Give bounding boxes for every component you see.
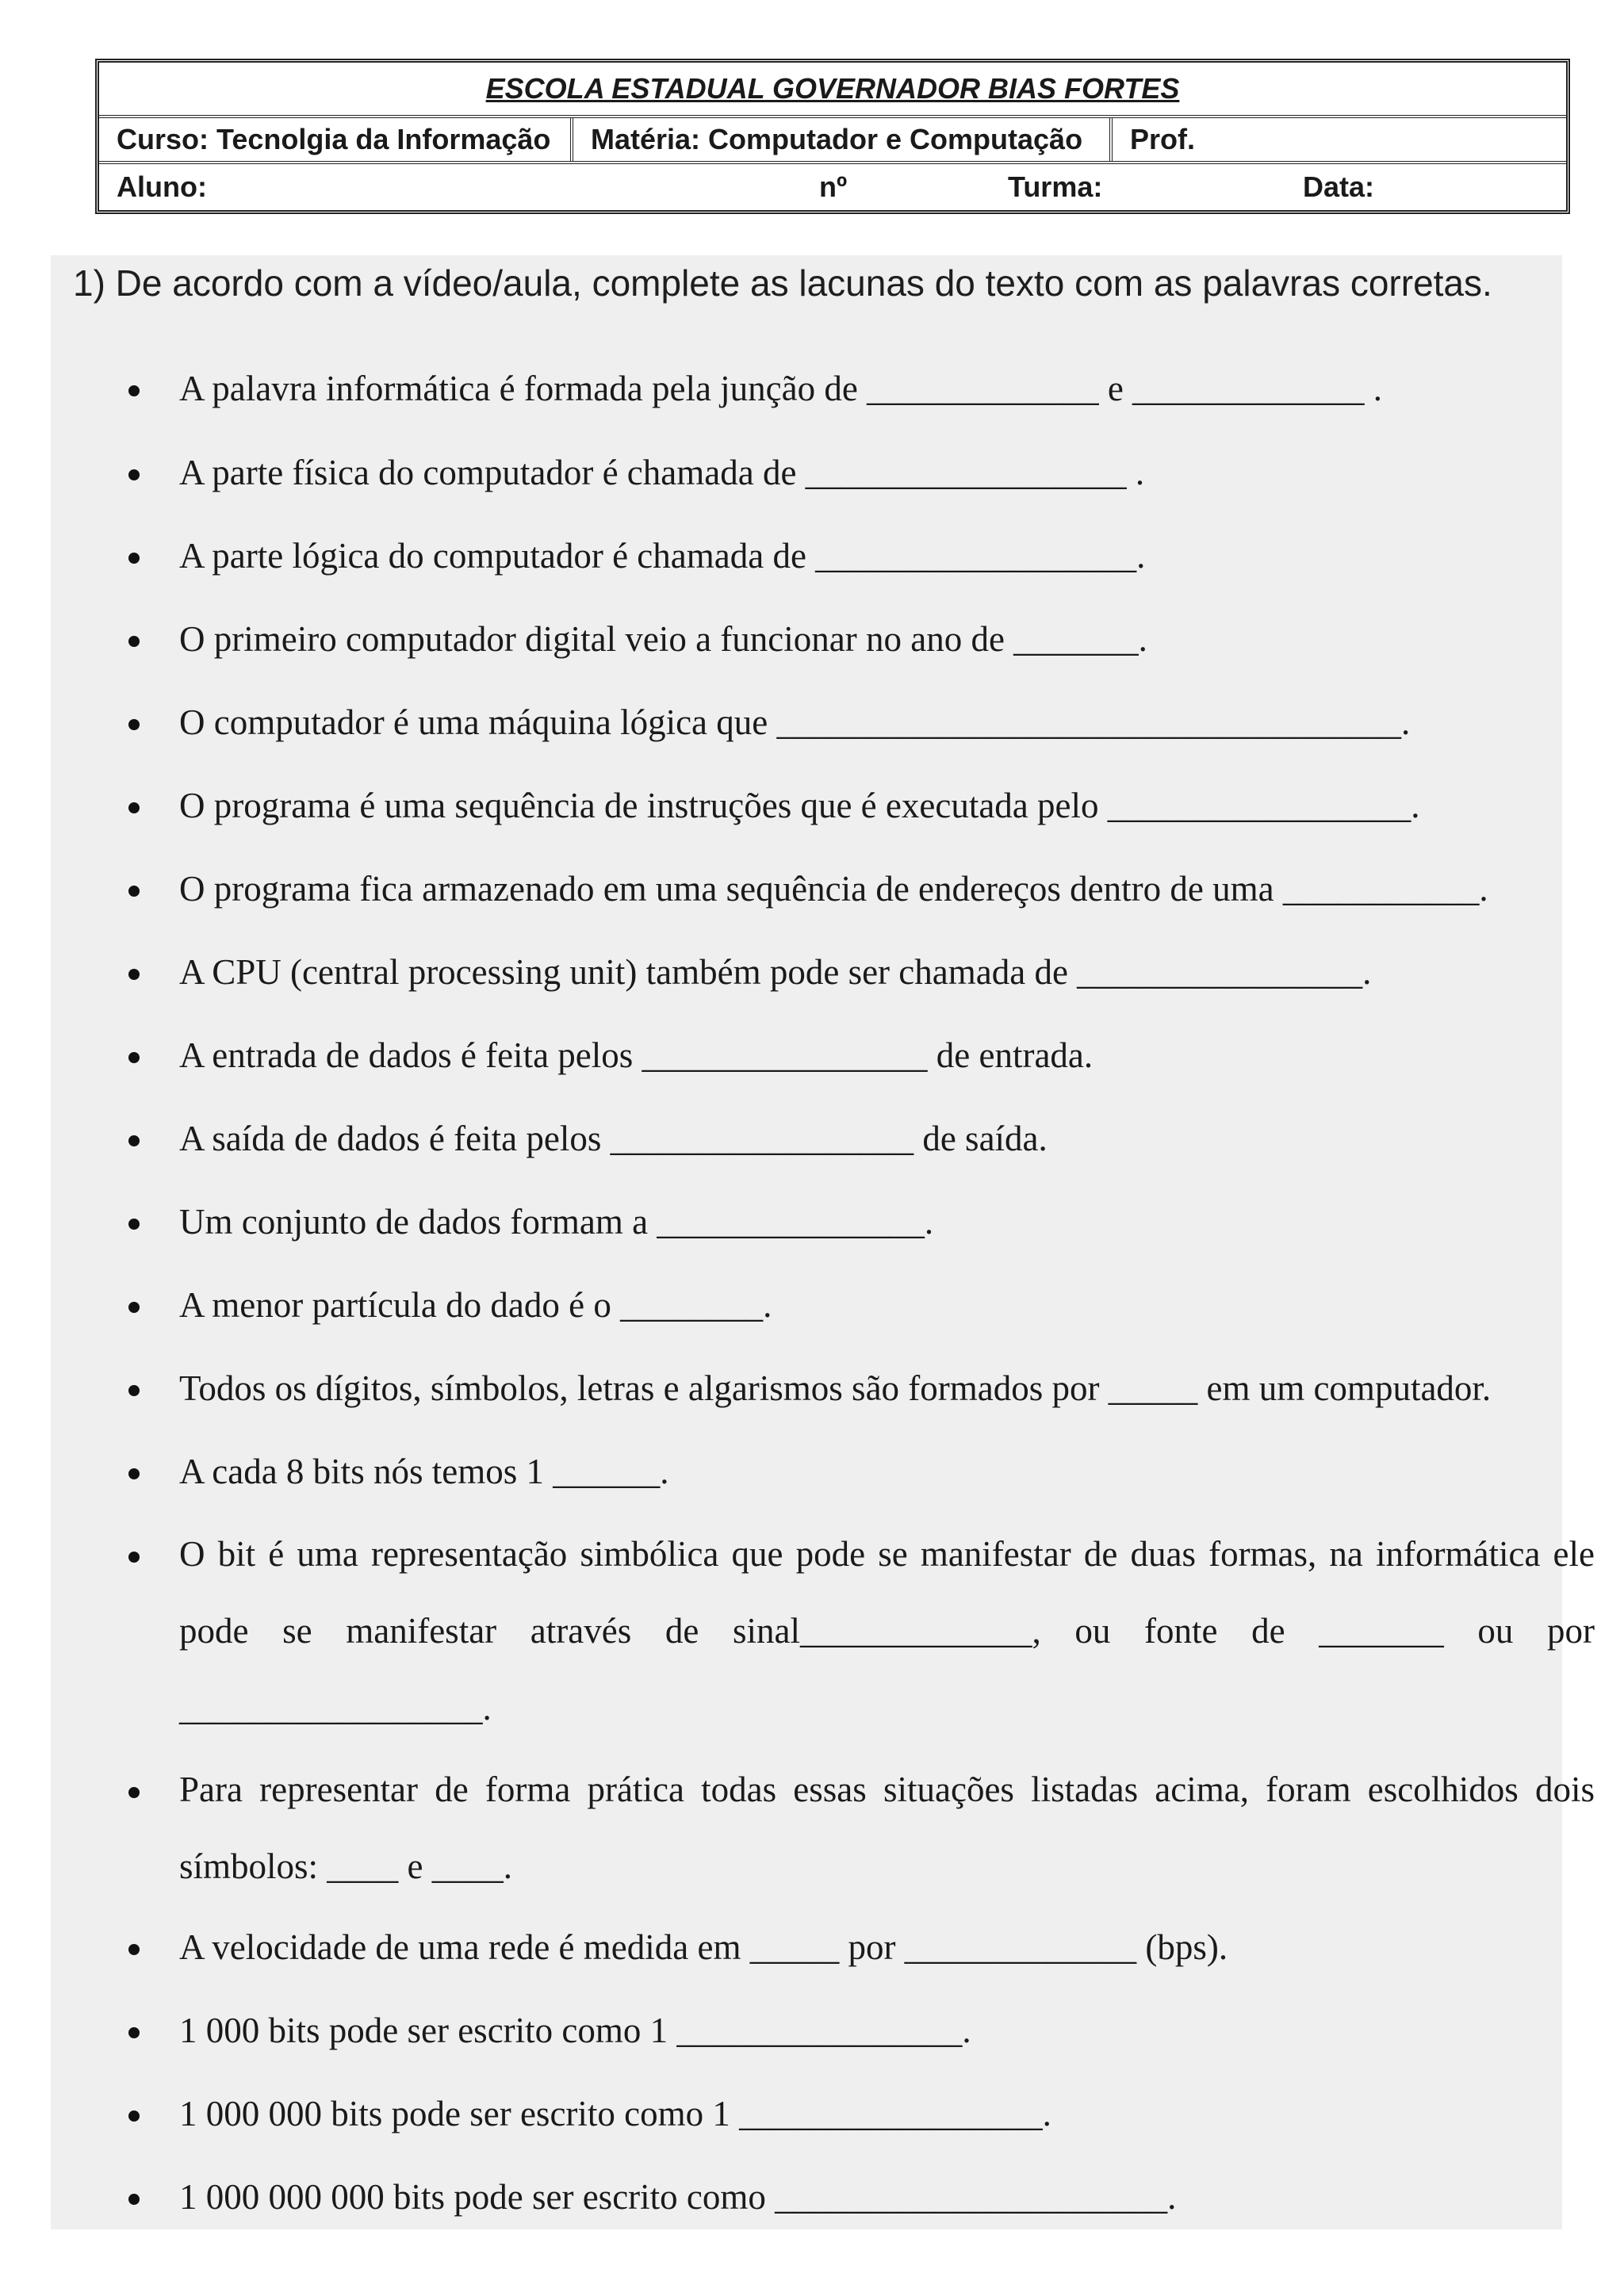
curso-cell: Curso: Tecnolgia da Informação [117, 123, 551, 155]
worksheet-image [51, 255, 1595, 2229]
bullet-icon [128, 1135, 140, 1146]
list-item: A saída de dados é feita pelos _________________ de saída. [179, 1119, 1048, 1158]
course-row [99, 118, 1566, 164]
bullet-icon [128, 2194, 140, 2205]
bullet-icon [128, 1219, 140, 1230]
bullet-icon [128, 385, 140, 396]
bullet-icon [128, 469, 140, 480]
bullet-icon [128, 1787, 140, 1798]
list-item: A parte lógica do computador é chamada de __________________. [179, 536, 1146, 576]
bullet-icon [128, 802, 140, 813]
bullet-icon [128, 1385, 140, 1396]
list-item: A entrada de dados é feita pelos ________________ de entrada. [179, 1035, 1094, 1075]
bullet-icon [128, 553, 140, 564]
list-item: A palavra informática é formada pela junção de _____________ e _____________ . [179, 369, 1383, 408]
list-item: A velocidade de uma rede é medida em _____ por _____________ (bps). [179, 1927, 1228, 1967]
bullet-icon [128, 1552, 140, 1563]
bullet-icon [128, 1052, 140, 1063]
materia-cell: Matéria: Computador e Computação [570, 118, 1109, 161]
list-item: O computador é uma máquina lógica que ___________________________________. [179, 702, 1411, 742]
list-item: Um conjunto de dados formam a _______________. [179, 1202, 934, 1242]
turma-label: Turma: [1008, 170, 1103, 203]
aluno-label: Aluno: [117, 170, 207, 203]
list-item: 1 000 000 bits pode ser escrito como 1 _________________. [179, 2094, 1051, 2133]
list-item: Para representar de forma prática todas essas situações listadas acima, foram escolhidos dois símbolos: ____ e ____. [179, 1770, 1595, 1886]
list-item: O programa fica armazenado em uma sequência de endereços dentro de uma ___________. [179, 869, 1488, 909]
list-item: A CPU (central processing unit) também pode ser chamada de ________________. [179, 952, 1372, 992]
bullet-icon [128, 1302, 140, 1313]
school-name: ESCOLA ESTADUAL GOVERNADOR BIAS FORTES [485, 72, 1180, 105]
numero-label: nº [819, 170, 848, 203]
bullet-icon [128, 719, 140, 730]
bullet-icon [128, 636, 140, 647]
list-item: A parte física do computador é chamada de __________________ . [179, 453, 1145, 492]
bullet-icon [128, 1468, 140, 1479]
list-item: 1 000 bits pode ser escrito como 1 ________________. [179, 2011, 971, 2050]
data-label: Data: [1303, 170, 1375, 203]
list-item: A cada 8 bits nós temos 1 ______. [179, 1452, 669, 1491]
school-name-row [99, 63, 1566, 118]
list-item: O programa é uma sequência de instruções que é executada pelo _________________. [179, 786, 1420, 825]
list-item: A menor partícula do dado é o ________. [179, 1285, 772, 1325]
bullet-icon [128, 1944, 140, 1955]
header-table [95, 59, 1570, 214]
list-item: 1 000 000 000 bits pode ser escrito como ______________________. [179, 2177, 1177, 2217]
bullet-icon [128, 2110, 140, 2122]
list-item: Todos os dígitos, símbolos, letras e algarismos são formados por _____ em um computador. [179, 1368, 1492, 1408]
student-row [99, 164, 1566, 210]
question-title: 1) De acordo com a vídeo/aula, complete as lacunas do texto com as palavras corretas. [73, 262, 1492, 304]
list-item: O bit é uma representação simbólica que pode se manifestar de duas formas, na informática ele pode se manifestar através de sinal_____________, ou fonte de _______ ou por _________________. [179, 1534, 1595, 1728]
bullet-icon [128, 886, 140, 897]
bullet-icon [128, 969, 140, 980]
list-item: O primeiro computador digital veio a funcionar no ano de _______. [179, 619, 1147, 659]
bullet-icon [128, 2027, 140, 2038]
prof-cell: Prof. [1109, 118, 1566, 161]
